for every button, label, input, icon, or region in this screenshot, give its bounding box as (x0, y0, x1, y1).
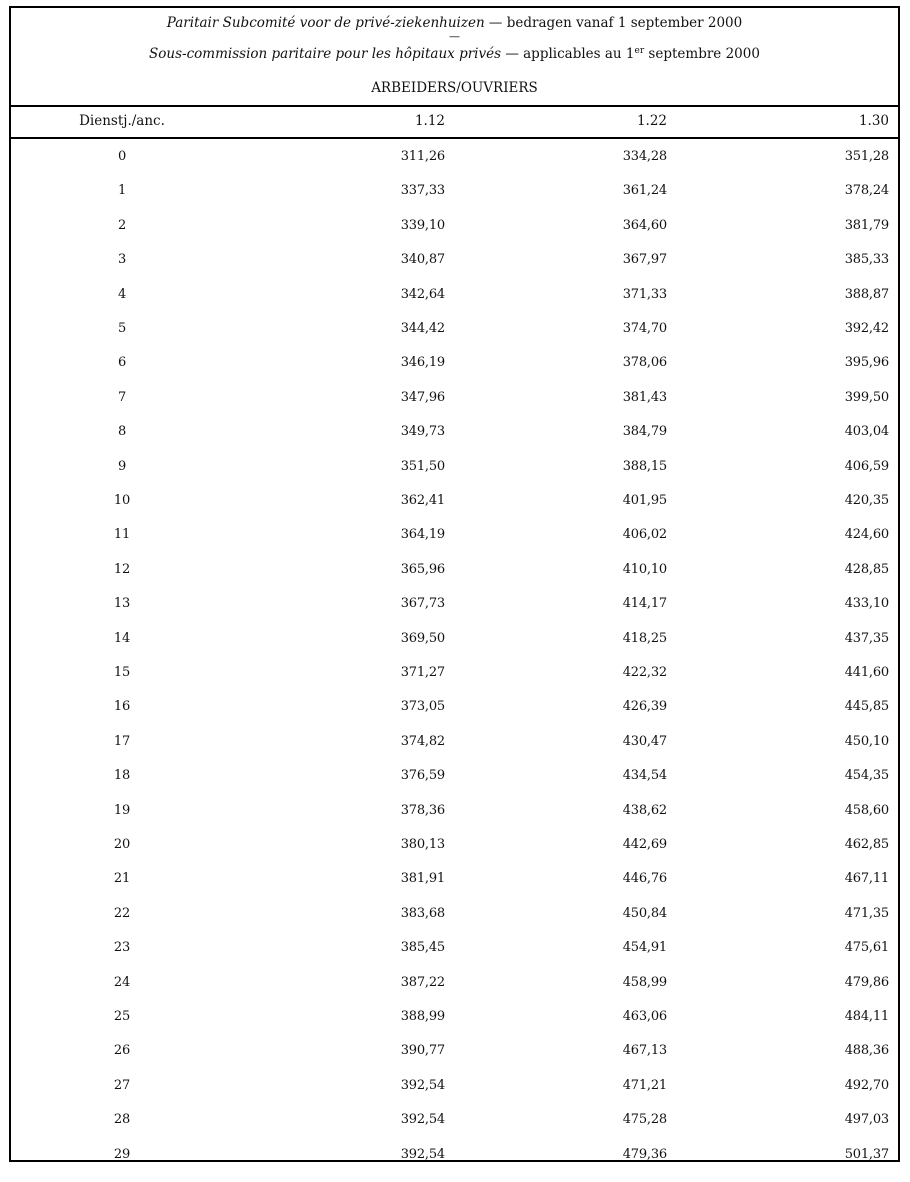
rate-1-22-cell: 364,60 (622, 217, 667, 233)
rate-1-12-cell: 339,10 (400, 217, 445, 233)
rate-1-22-cell: 426,39 (622, 699, 667, 715)
rate-1-12-cell: 362,41 (400, 493, 445, 508)
seniority-cell: 23 (113, 940, 131, 956)
rate-1-30-cell: 433,10 (844, 596, 889, 612)
title-french-italic: Sous-commission paritaire pour les hôpitaux privés (149, 46, 502, 62)
rate-1-22-cell: 467,13 (622, 1043, 667, 1059)
table-row (11, 1112, 898, 1132)
rate-1-30-cell: 403,04 (844, 424, 889, 440)
rate-1-22-cell: 471,21 (622, 1077, 667, 1093)
rate-1-30-cell: 424,60 (844, 527, 889, 543)
rate-1-30-cell: 454,35 (844, 768, 889, 784)
rate-1-30-cell: 437,35 (844, 630, 889, 646)
seniority-cell: 11 (113, 527, 131, 543)
table-row (11, 837, 898, 857)
title-dutch-italic: Paritair Subcomité voor de privé-ziekenhuizen (166, 15, 485, 31)
rate-1-22-cell: 458,99 (622, 974, 667, 990)
table-row (11, 768, 898, 788)
rate-1-12-cell: 364,19 (400, 527, 445, 543)
seniority-cell: 6 (117, 355, 127, 371)
rate-1-30-cell: 399,50 (844, 389, 889, 405)
rate-1-12-cell: 376,59 (400, 768, 445, 784)
rate-1-22-cell: 450,84 (622, 905, 667, 921)
rate-1-22-cell: 406,02 (622, 527, 667, 543)
rate-1-22-cell: 401,95 (622, 493, 667, 508)
table-row (11, 355, 898, 375)
table-row (11, 1147, 898, 1167)
rate-1-12-cell: 388,99 (400, 1009, 445, 1024)
table-row (11, 631, 898, 651)
column-header-1-30: 1.30 (858, 113, 889, 129)
rate-1-22-cell: 438,62 (622, 802, 667, 818)
title-french-month: septembre 2000 (644, 46, 760, 62)
rate-1-30-cell: 462,85 (844, 837, 889, 852)
title-french-sup: er (634, 46, 645, 56)
table-row (11, 459, 898, 479)
seniority-cell: 18 (113, 768, 131, 784)
table-row (11, 183, 898, 203)
seniority-cell: 5 (117, 321, 127, 336)
rate-1-30-cell: 501,37 (844, 1146, 889, 1162)
table-header (11, 8, 898, 107)
rate-1-12-cell: 347,96 (400, 389, 445, 405)
rate-1-30-cell: 475,61 (844, 940, 889, 956)
seniority-cell: 29 (113, 1146, 131, 1162)
rate-1-12-cell: 392,54 (400, 1077, 445, 1093)
table-row (11, 218, 898, 238)
wage-table (9, 6, 900, 1162)
rate-1-12-cell: 381,91 (400, 871, 445, 887)
rate-1-12-cell: 387,22 (400, 974, 445, 990)
seniority-cell: 24 (113, 974, 131, 990)
table-row (11, 287, 898, 307)
rate-1-12-cell: 378,36 (400, 802, 445, 818)
rate-1-12-cell: 346,19 (400, 355, 445, 371)
rate-1-12-cell: 374,82 (400, 733, 445, 749)
category-title: ARBEIDERS/OUVRIERS (371, 80, 538, 96)
title-dutch-date: — bedragen vanaf 1 september 2000 (484, 15, 743, 31)
table-row (11, 1009, 898, 1029)
seniority-cell: 3 (117, 252, 127, 268)
rate-1-30-cell: 388,87 (844, 286, 889, 302)
column-header-1-22: 1.22 (636, 113, 667, 129)
rate-1-30-cell: 488,36 (844, 1043, 889, 1059)
rate-1-22-cell: 410,10 (622, 561, 667, 577)
rate-1-30-cell: 497,03 (844, 1112, 889, 1128)
rate-1-12-cell: 369,50 (400, 630, 445, 646)
rate-1-22-cell: 430,47 (622, 733, 667, 749)
rate-1-12-cell: 349,73 (400, 424, 445, 440)
table-row (11, 803, 898, 823)
rate-1-22-cell: 334,28 (622, 149, 667, 164)
table-row (11, 1043, 898, 1063)
rate-1-30-cell: 441,60 (844, 665, 889, 680)
rate-1-30-cell: 450,10 (844, 733, 889, 749)
rate-1-30-cell: 395,96 (844, 355, 889, 371)
seniority-cell: 10 (113, 493, 131, 508)
table-row (11, 1078, 898, 1098)
seniority-cell: 9 (117, 458, 127, 474)
table-row (11, 906, 898, 926)
rate-1-30-cell: 420,35 (844, 493, 889, 508)
seniority-cell: 17 (113, 733, 131, 749)
rate-1-22-cell: 414,17 (622, 596, 667, 612)
seniority-cell: 2 (117, 217, 127, 233)
seniority-cell: 26 (113, 1043, 131, 1059)
rate-1-22-cell: 454,91 (622, 940, 667, 956)
rate-1-30-cell: 351,28 (844, 149, 889, 164)
rate-1-30-cell: 428,85 (844, 561, 889, 577)
seniority-cell: 25 (113, 1009, 131, 1024)
seniority-cell: 20 (113, 837, 131, 852)
table-row (11, 975, 898, 995)
rate-1-12-cell: 340,87 (400, 252, 445, 268)
table-row (11, 252, 898, 272)
table-row (11, 871, 898, 891)
table-row (11, 149, 898, 169)
table-row (11, 424, 898, 444)
rate-1-12-cell: 367,73 (400, 596, 445, 612)
seniority-cell: 1 (117, 183, 127, 199)
rate-1-22-cell: 446,76 (622, 871, 667, 887)
rate-1-22-cell: 475,28 (622, 1112, 667, 1128)
rate-1-30-cell: 471,35 (844, 905, 889, 921)
table-row (11, 940, 898, 960)
rate-1-30-cell: 479,86 (844, 974, 889, 990)
rate-1-22-cell: 367,97 (622, 252, 667, 268)
rate-1-30-cell: 392,42 (844, 321, 889, 336)
rate-1-30-cell: 458,60 (844, 802, 889, 818)
seniority-cell: 12 (113, 561, 131, 577)
seniority-cell: 21 (113, 871, 131, 887)
rate-1-22-cell: 371,33 (622, 286, 667, 302)
rate-1-30-cell: 492,70 (844, 1077, 889, 1093)
column-header-seniority: Dienstj./anc. (79, 113, 165, 129)
rate-1-12-cell: 342,64 (400, 286, 445, 302)
rate-1-22-cell: 463,06 (622, 1009, 667, 1024)
table-row (11, 527, 898, 547)
table-row (11, 321, 898, 341)
rate-1-12-cell: 383,68 (400, 905, 445, 921)
seniority-cell: 22 (113, 905, 131, 921)
rate-1-22-cell: 434,54 (622, 768, 667, 784)
rate-1-30-cell: 385,33 (844, 252, 889, 268)
rate-1-30-cell: 406,59 (844, 458, 889, 474)
rate-1-22-cell: 442,69 (622, 837, 667, 852)
rate-1-12-cell: 337,33 (400, 183, 445, 199)
title-separator: — (449, 30, 460, 43)
column-header-1-12: 1.12 (414, 113, 445, 129)
rate-1-30-cell: 484,11 (844, 1009, 889, 1024)
table-row (11, 734, 898, 754)
seniority-cell: 0 (117, 149, 127, 164)
seniority-cell: 8 (117, 424, 127, 440)
seniority-cell: 14 (113, 630, 131, 646)
seniority-cell: 16 (113, 699, 131, 715)
rate-1-12-cell: 385,45 (400, 940, 445, 956)
rate-1-22-cell: 388,15 (622, 458, 667, 474)
rate-1-22-cell: 479,36 (622, 1146, 667, 1162)
rate-1-30-cell: 467,11 (844, 871, 889, 887)
rate-1-12-cell: 373,05 (400, 699, 445, 715)
seniority-cell: 27 (113, 1077, 131, 1093)
seniority-cell: 15 (113, 665, 131, 680)
rate-1-30-cell: 378,24 (844, 183, 889, 199)
table-row (11, 699, 898, 719)
rate-1-12-cell: 380,13 (400, 837, 445, 852)
table-row (11, 390, 898, 410)
rate-1-22-cell: 374,70 (622, 321, 667, 336)
column-header-row (11, 105, 898, 139)
rate-1-12-cell: 351,50 (400, 458, 445, 474)
rate-1-12-cell: 344,42 (400, 321, 445, 336)
table-row (11, 596, 898, 616)
rate-1-12-cell: 365,96 (400, 561, 445, 577)
rate-1-22-cell: 381,43 (622, 389, 667, 405)
rate-1-22-cell: 418,25 (622, 630, 667, 646)
rate-1-22-cell: 361,24 (622, 183, 667, 199)
seniority-cell: 28 (113, 1112, 131, 1128)
table-row (11, 665, 898, 685)
rate-1-12-cell: 392,54 (400, 1146, 445, 1162)
rate-1-12-cell: 311,26 (400, 149, 445, 164)
rate-1-12-cell: 390,77 (400, 1043, 445, 1059)
seniority-cell: 7 (117, 389, 127, 405)
rate-1-30-cell: 445,85 (844, 699, 889, 715)
title-french (11, 46, 898, 62)
rate-1-22-cell: 422,32 (622, 665, 667, 680)
rate-1-22-cell: 384,79 (622, 424, 667, 440)
seniority-cell: 13 (113, 596, 131, 612)
seniority-cell: 19 (113, 802, 131, 818)
rate-1-12-cell: 392,54 (400, 1112, 445, 1128)
rate-1-12-cell: 371,27 (400, 665, 445, 680)
seniority-cell: 4 (117, 286, 127, 302)
title-french-date: — applicables au 1 (501, 46, 635, 62)
table-row (11, 493, 898, 513)
title-dutch (11, 15, 898, 31)
rate-1-22-cell: 378,06 (622, 355, 667, 371)
rate-1-30-cell: 381,79 (844, 217, 889, 233)
table-row (11, 562, 898, 582)
